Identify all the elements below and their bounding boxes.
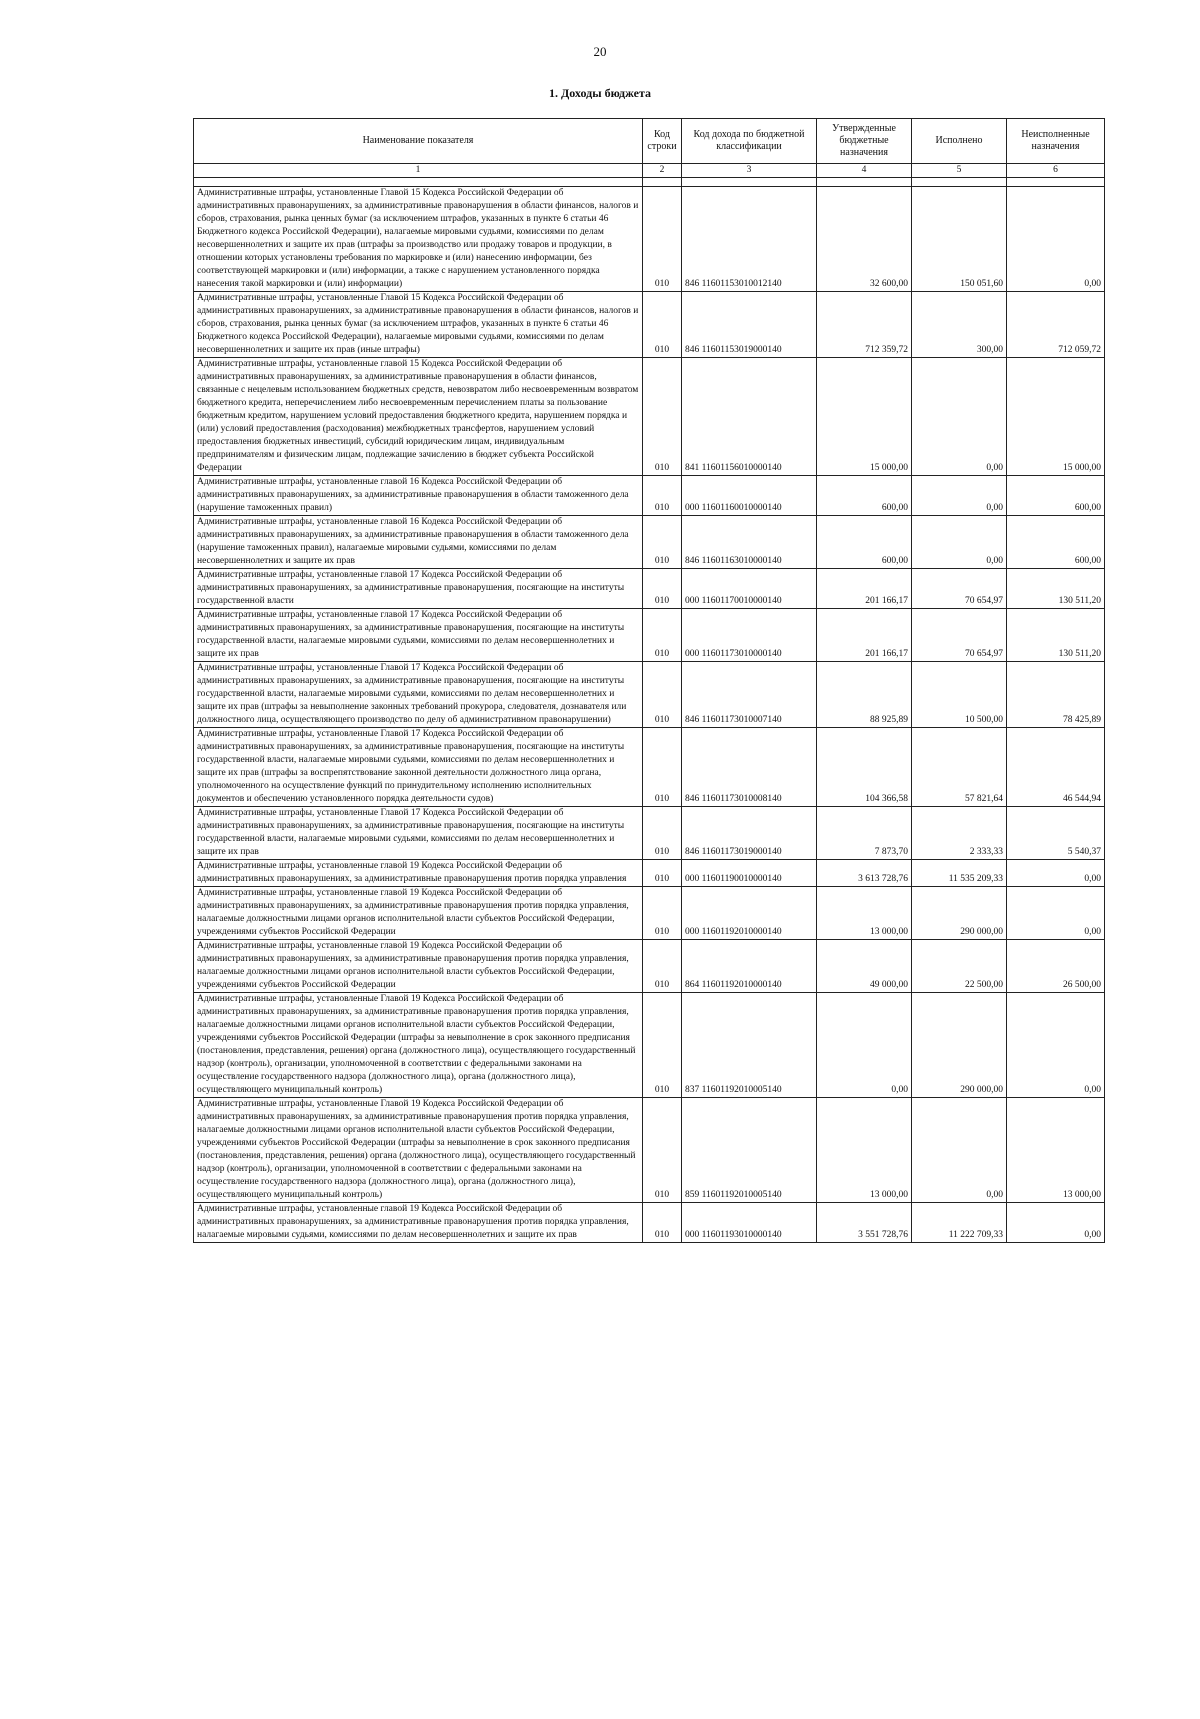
column-numbers-row xyxy=(194,164,1105,178)
approved-amount: 0,00 xyxy=(817,993,912,1098)
executed-amount: 11 222 709,33 xyxy=(912,1203,1007,1243)
header-unexecuted: Неисполненные назначения xyxy=(1007,119,1105,164)
header-kbk: Код дохода по бюджетной классификации xyxy=(682,119,817,164)
unexecuted-amount: 5 540,37 xyxy=(1007,807,1105,860)
indicator-name: Административные штрафы, установленные главой 16 Кодекса Российской Федерации об административных правонарушениях, за административные правонарушения в области таможенного дела (нарушение таможенных правил) xyxy=(194,476,643,516)
approved-amount: 201 166,17 xyxy=(817,609,912,662)
kbk-code: 837 11601192010005140 xyxy=(682,993,817,1098)
unexecuted-amount: 600,00 xyxy=(1007,516,1105,569)
indicator-name: Административные штрафы, установленные главой 16 Кодекса Российской Федерации об административных правонарушениях, за административные правонарушения в области таможенного дела (нарушение таможенных правил), налагаемые мировыми судьями, комиссиями по делам несовершеннолетних и защите их прав xyxy=(194,516,643,569)
unexecuted-amount: 130 511,20 xyxy=(1007,609,1105,662)
line-code: 010 xyxy=(643,476,682,516)
column-number: 3 xyxy=(682,164,817,178)
executed-amount: 290 000,00 xyxy=(912,993,1007,1098)
line-code: 010 xyxy=(643,1203,682,1243)
approved-amount: 600,00 xyxy=(817,476,912,516)
table-row xyxy=(194,1203,1105,1243)
kbk-code: 000 11601190010000140 xyxy=(682,860,817,887)
unexecuted-amount: 130 511,20 xyxy=(1007,569,1105,609)
executed-amount: 11 535 209,33 xyxy=(912,860,1007,887)
column-number: 6 xyxy=(1007,164,1105,178)
unexecuted-amount: 13 000,00 xyxy=(1007,1098,1105,1203)
approved-amount: 13 000,00 xyxy=(817,887,912,940)
kbk-code: 000 11601170010000140 xyxy=(682,569,817,609)
table-row xyxy=(194,728,1105,807)
table-row xyxy=(194,187,1105,292)
column-number: 1 xyxy=(194,164,643,178)
unexecuted-amount: 78 425,89 xyxy=(1007,662,1105,728)
line-code: 010 xyxy=(643,569,682,609)
kbk-code: 000 11601192010000140 xyxy=(682,887,817,940)
approved-amount: 32 600,00 xyxy=(817,187,912,292)
header-name: Наименование показателя xyxy=(194,119,643,164)
indicator-name: Административные штрафы, установленные Главой 17 Кодекса Российской Федерации об административных правонарушениях, за административные правонарушения, посягающие на институты государственной власти, налагаемые мировыми судьями, комиссиями по делам несовершеннолетних и защите их прав (штрафы за воспрепятствование законной деятельности должностного лица органа, уполномоченного на осуществление функций по принудительному исполнению исполнительных документов и обеспечению установленного порядка деятельности судов) xyxy=(194,728,643,807)
line-code: 010 xyxy=(643,940,682,993)
executed-amount: 70 654,97 xyxy=(912,569,1007,609)
column-number: 5 xyxy=(912,164,1007,178)
table-row xyxy=(194,292,1105,358)
executed-amount: 22 500,00 xyxy=(912,940,1007,993)
table-row xyxy=(194,1098,1105,1203)
approved-amount: 3 551 728,76 xyxy=(817,1203,912,1243)
indicator-name: Административные штрафы, установленные главой 17 Кодекса Российской Федерации об административных правонарушениях, за административные правонарушения, посягающие на институты государственной власти, налагаемые мировыми судьями, комиссиями по делам несовершеннолетних и защите их прав xyxy=(194,609,643,662)
approved-amount: 7 873,70 xyxy=(817,807,912,860)
line-code: 010 xyxy=(643,609,682,662)
spacer-row xyxy=(194,178,1105,187)
table-row xyxy=(194,807,1105,860)
header-executed: Исполнено xyxy=(912,119,1007,164)
executed-amount: 10 500,00 xyxy=(912,662,1007,728)
executed-amount: 2 333,33 xyxy=(912,807,1007,860)
column-number: 4 xyxy=(817,164,912,178)
line-code: 010 xyxy=(643,807,682,860)
approved-amount: 201 166,17 xyxy=(817,569,912,609)
table-row xyxy=(194,569,1105,609)
indicator-name: Административные штрафы, установленные Главой 17 Кодекса Российской Федерации об административных правонарушениях, за административные правонарушения, посягающие на институты государственной власти, налагаемые мировыми судьями, комиссиями по делам несовершеннолетних и защите их прав xyxy=(194,807,643,860)
indicator-name: Административные штрафы, установленные Главой 15 Кодекса Российской Федерации об административных правонарушениях, за административные правонарушения в области финансов, налогов и сборов, страхования, рынка ценных бумаг (за исключением штрафов, указанных в пункте 6 статьи 46 Бюджетного кодекса Российской Федерации), налагаемые мировыми судьями, комиссиями по делам несовершеннолетних и защите их прав (иные штрафы) xyxy=(194,292,643,358)
table-row xyxy=(194,662,1105,728)
indicator-name: Административные штрафы, установленные главой 17 Кодекса Российской Федерации об административных правонарушениях, за административные правонарушения, посягающие на институты государственной власти xyxy=(194,569,643,609)
line-code: 010 xyxy=(643,860,682,887)
table-row xyxy=(194,358,1105,476)
line-code: 010 xyxy=(643,187,682,292)
kbk-code: 846 11601153010012140 xyxy=(682,187,817,292)
table-row xyxy=(194,516,1105,569)
indicator-name: Административные штрафы, установленные главой 19 Кодекса Российской Федерации об административных правонарушениях, за административные правонарушения против порядка управления, налагаемые мировыми судьями, комиссиями по делам несовершеннолетних и защите их прав xyxy=(194,1203,643,1243)
line-code: 010 xyxy=(643,662,682,728)
unexecuted-amount: 0,00 xyxy=(1007,1203,1105,1243)
approved-amount: 104 366,58 xyxy=(817,728,912,807)
kbk-code: 864 11601192010000140 xyxy=(682,940,817,993)
kbk-code: 846 11601153019000140 xyxy=(682,292,817,358)
executed-amount: 0,00 xyxy=(912,476,1007,516)
revenue-table xyxy=(193,118,1105,1243)
executed-amount: 0,00 xyxy=(912,516,1007,569)
line-code: 010 xyxy=(643,887,682,940)
indicator-name: Административные штрафы, установленные главой 19 Кодекса Российской Федерации об административных правонарушениях, за административные правонарушения против порядка управления, налагаемые должностными лицами органов исполнительной власти субъектов Российской Федерации, учреждениями субъектов Российской Федерации xyxy=(194,887,643,940)
unexecuted-amount: 600,00 xyxy=(1007,476,1105,516)
indicator-name: Административные штрафы, установленные главой 15 Кодекса Российской Федерации об административных правонарушениях, за административные правонарушения в области финансов, связанные с нецелевым использованием бюджетных средств, невозвратом либо несвоевременным возвратом бюджетного кредита, неперечислением либо несвоевременным перечислением платы за пользование бюджетным кредитом, нарушением условий предоставления бюджетного кредита, нарушением порядка и (или) условий предоставления (расходования) межбюджетных трансфертов, нарушением условий предоставления бюджетных инвестиций, субсидий юридическим лицам, индивидуальным предпринимателям и физическим лицам, подлежащие зачислению в бюджет субъекта Российской Федерации xyxy=(194,358,643,476)
executed-amount: 290 000,00 xyxy=(912,887,1007,940)
executed-amount: 57 821,64 xyxy=(912,728,1007,807)
kbk-code: 859 11601192010005140 xyxy=(682,1098,817,1203)
table-header-row xyxy=(194,119,1105,164)
unexecuted-amount: 712 059,72 xyxy=(1007,292,1105,358)
kbk-code: 000 11601160010000140 xyxy=(682,476,817,516)
executed-amount: 150 051,60 xyxy=(912,187,1007,292)
indicator-name: Административные штрафы, установленные главой 19 Кодекса Российской Федерации об административных правонарушениях, за административные правонарушения против порядка управления, налагаемые должностными лицами органов исполнительной власти субъектов Российской Федерации, учреждениями субъектов Российской Федерации xyxy=(194,940,643,993)
kbk-code: 846 11601173019000140 xyxy=(682,807,817,860)
kbk-code: 846 11601163010000140 xyxy=(682,516,817,569)
approved-amount: 88 925,89 xyxy=(817,662,912,728)
page-number: 20 xyxy=(593,44,607,59)
approved-amount: 712 359,72 xyxy=(817,292,912,358)
approved-amount: 13 000,00 xyxy=(817,1098,912,1203)
table-row xyxy=(194,609,1105,662)
table-row xyxy=(194,860,1105,887)
kbk-code: 000 11601173010000140 xyxy=(682,609,817,662)
line-code: 010 xyxy=(643,728,682,807)
unexecuted-amount: 0,00 xyxy=(1007,860,1105,887)
kbk-code: 841 11601156010000140 xyxy=(682,358,817,476)
indicator-name: Административные штрафы, установленные главой 19 Кодекса Российской Федерации об административных правонарушениях, за административные правонарушения против порядка управления xyxy=(194,860,643,887)
approved-amount: 15 000,00 xyxy=(817,358,912,476)
approved-amount: 600,00 xyxy=(817,516,912,569)
line-code: 010 xyxy=(643,1098,682,1203)
indicator-name: Административные штрафы, установленные Главой 19 Кодекса Российской Федерации об административных правонарушениях, за административные правонарушения против порядка управления, налагаемые должностными лицами органов исполнительной власти субъектов Российской Федерации, учреждениями субъектов Российской Федерации (штрафы за невыполнение в срок законного предписания (постановления, представления, решения) органа (должностного лица), осуществляющего государственный надзор (контроль), организации, уполномоченной в соответствии с федеральными законами на осуществление государственного надзора (должностного лица), органа (должностного лица), осуществляющего муниципальный контроль) xyxy=(194,993,643,1098)
line-code: 010 xyxy=(643,358,682,476)
unexecuted-amount: 0,00 xyxy=(1007,187,1105,292)
indicator-name: Административные штрафы, установленные Главой 19 Кодекса Российской Федерации об административных правонарушениях, за административные правонарушения против порядка управления, налагаемые должностными лицами органов исполнительной власти субъектов Российской Федерации, учреждениями субъектов Российской Федерации (штрафы за невыполнение в срок законного предписания (постановления, представления, решения) органа (должностного лица), осуществляющего государственный надзор (контроль), организации, уполномоченной в соответствии с федеральными законами на осуществление государственного надзора (должностного лица), органа (должностного лица), осуществляющего муниципальный контроль) xyxy=(194,1098,643,1203)
approved-amount: 49 000,00 xyxy=(817,940,912,993)
header-line-code: Код строки xyxy=(643,119,682,164)
indicator-name: Административные штрафы, установленные Главой 15 Кодекса Российской Федерации об административных правонарушениях, за административные правонарушения в области финансов, налогов и сборов, страхования, рынка ценных бумаг (за исключением штрафов, указанных в пункте 6 статьи 46 Бюджетного кодекса Российской Федерации), налагаемые мировыми судьями, комиссиями по делам несовершеннолетних и защите их прав (штрафы за производство или продажу товаров и продукции, в отношении которых установлены требования по маркировке и (или) нанесению информации, без соответствующей маркировки и (или) информации, а также с нарушением установленного порядка нанесения такой маркировки и (или) информации) xyxy=(194,187,643,292)
table-row xyxy=(194,940,1105,993)
indicator-name: Административные штрафы, установленные Главой 17 Кодекса Российской Федерации об административных правонарушениях, за административные правонарушения, посягающие на институты государственной власти, налагаемые мировыми судьями, комиссиями по делам несовершеннолетних и защите их прав (штрафы за невыполнение законных требований прокурора, следователя, дознавателя или должностного лица, осуществляющего производство по делу об административном правонарушении) xyxy=(194,662,643,728)
line-code: 010 xyxy=(643,292,682,358)
header-approved: Утвержденные бюджетные назначения xyxy=(817,119,912,164)
unexecuted-amount: 26 500,00 xyxy=(1007,940,1105,993)
table-row xyxy=(194,993,1105,1098)
kbk-code: 846 11601173010008140 xyxy=(682,728,817,807)
executed-amount: 300,00 xyxy=(912,292,1007,358)
unexecuted-amount: 15 000,00 xyxy=(1007,358,1105,476)
line-code: 010 xyxy=(643,993,682,1098)
approved-amount: 3 613 728,76 xyxy=(817,860,912,887)
executed-amount: 0,00 xyxy=(912,358,1007,476)
kbk-code: 000 11601193010000140 xyxy=(682,1203,817,1243)
line-code: 010 xyxy=(643,516,682,569)
executed-amount: 70 654,97 xyxy=(912,609,1007,662)
unexecuted-amount: 46 544,94 xyxy=(1007,728,1105,807)
kbk-code: 846 11601173010007140 xyxy=(682,662,817,728)
section-title: 1. Доходы бюджета xyxy=(548,86,652,100)
executed-amount: 0,00 xyxy=(912,1098,1007,1203)
column-number: 2 xyxy=(643,164,682,178)
table-row xyxy=(194,476,1105,516)
unexecuted-amount: 0,00 xyxy=(1007,887,1105,940)
table-row xyxy=(194,887,1105,940)
unexecuted-amount: 0,00 xyxy=(1007,993,1105,1098)
